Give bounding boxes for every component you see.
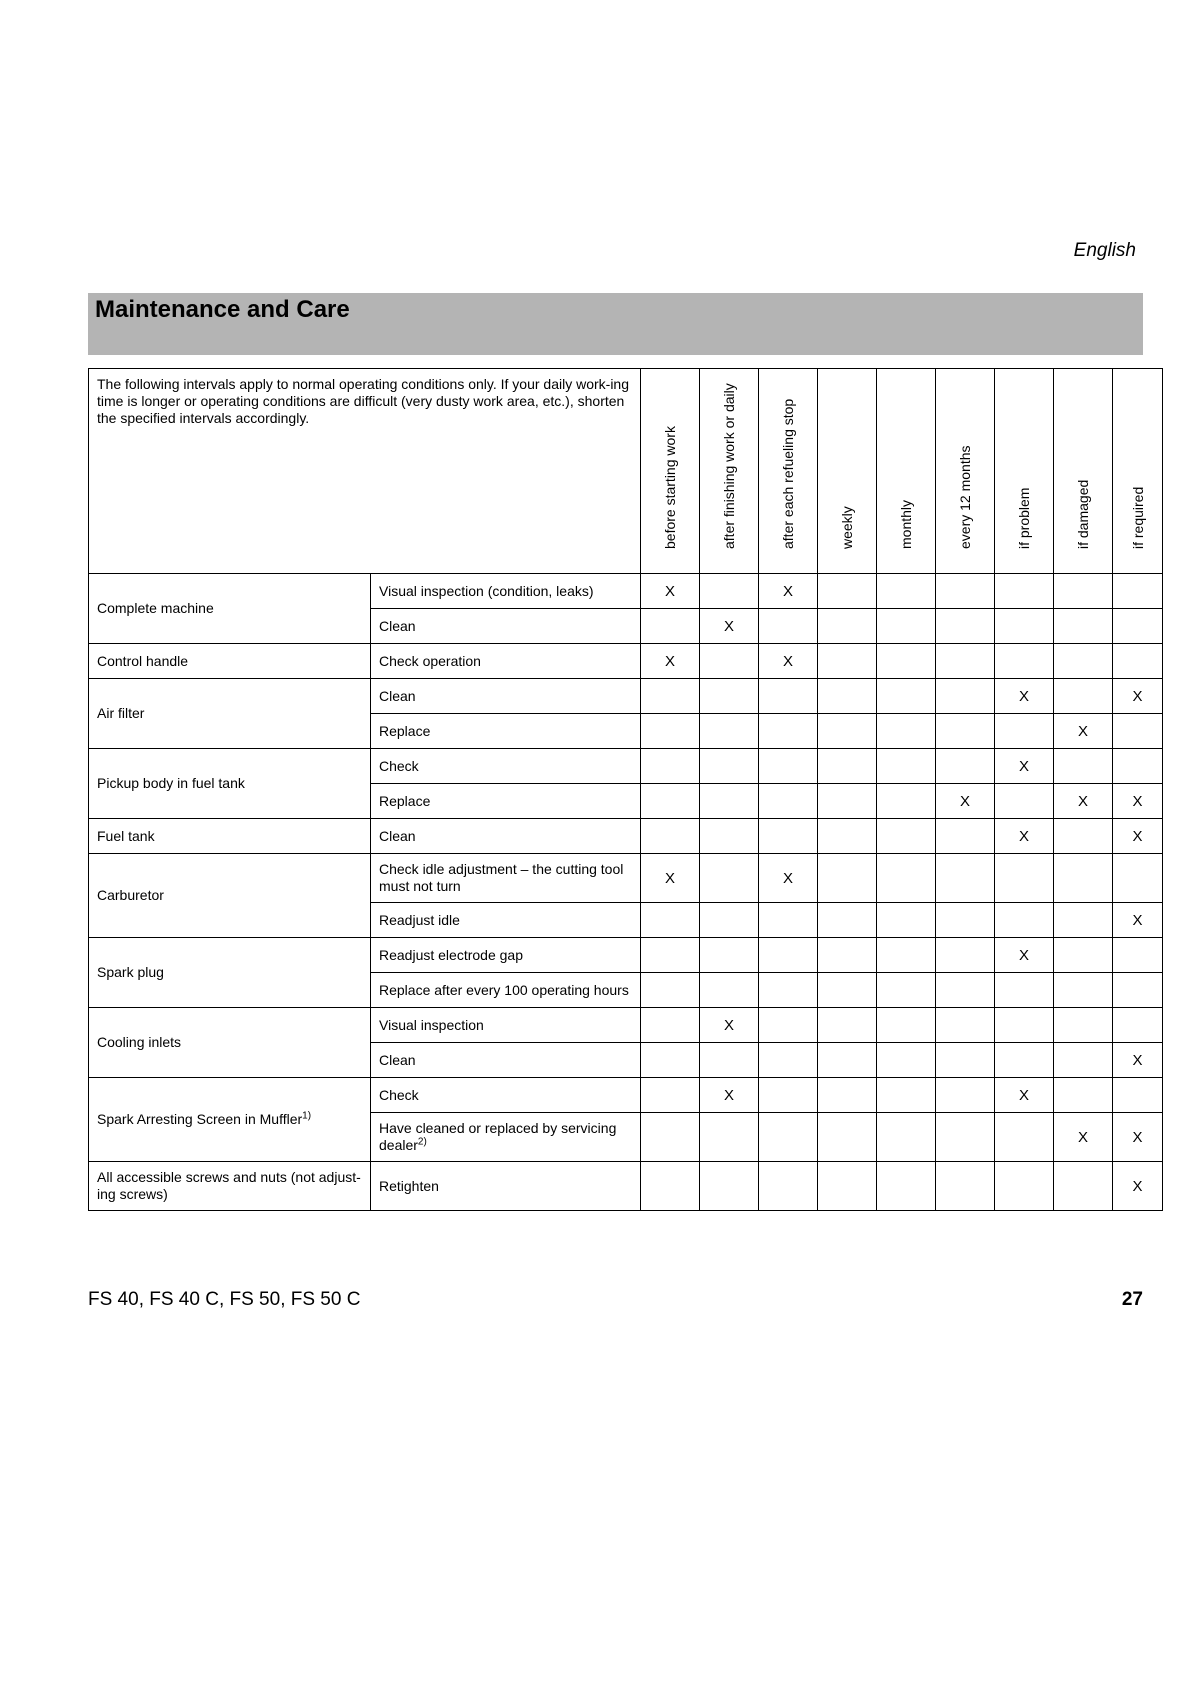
interval-label: after each refueling stop [780, 398, 797, 549]
table-row [89, 574, 1163, 609]
intro-text: The following intervals apply to normal operating conditions only. If your daily work-ing time is longer or operating conditions are difficult (very dusty work area, etc.), shorten the specified intervals accordingly. [89, 369, 641, 574]
interval-header [995, 369, 1054, 574]
action-text: Have cleaned or replaced by servicing dealer [379, 1120, 617, 1153]
action-cell [371, 609, 641, 644]
interval-header [700, 369, 759, 574]
interval-mark [995, 854, 1054, 903]
interval-mark [759, 609, 818, 644]
table-row [89, 644, 1163, 679]
interval-label: if damaged [1075, 479, 1092, 549]
action-cell [371, 1043, 641, 1078]
interval-mark [818, 1162, 877, 1211]
interval-mark [818, 714, 877, 749]
interval-mark [877, 644, 936, 679]
interval-mark [936, 714, 995, 749]
maintenance-schedule-table [88, 368, 1163, 1211]
component-name: Carburetor [97, 887, 164, 903]
interval-mark: X [641, 644, 700, 679]
interval-label: before starting work [662, 426, 679, 549]
language-label: English [1073, 240, 1136, 261]
interval-mark: X [995, 1078, 1054, 1113]
interval-mark [995, 714, 1054, 749]
interval-mark [759, 784, 818, 819]
action-text: Check idle adjustment – the cutting tool must not turn [379, 861, 624, 894]
interval-mark: X [1054, 1113, 1113, 1162]
interval-mark [641, 1162, 700, 1211]
interval-header [818, 369, 877, 574]
component-cell [89, 1162, 371, 1211]
interval-mark [641, 1008, 700, 1043]
interval-mark: X [995, 819, 1054, 854]
interval-mark [877, 714, 936, 749]
interval-mark: X [1113, 1162, 1163, 1211]
interval-mark [700, 903, 759, 938]
action-text: Visual inspection [379, 1016, 484, 1033]
action-text: Retighten [379, 1177, 439, 1194]
component-name: Air filter [97, 705, 145, 721]
interval-mark: X [1054, 784, 1113, 819]
interval-mark: X [641, 574, 700, 609]
component-name: Spark Arresting Screen in Muffler [97, 1111, 303, 1127]
interval-mark [700, 574, 759, 609]
interval-mark [877, 1078, 936, 1113]
interval-label: weekly [839, 506, 856, 549]
interval-mark [641, 819, 700, 854]
interval-mark [641, 1078, 700, 1113]
interval-mark [1113, 574, 1163, 609]
interval-mark [641, 784, 700, 819]
interval-header [1113, 369, 1163, 574]
interval-header [936, 369, 995, 574]
action-cell [371, 1162, 641, 1211]
interval-mark [700, 1162, 759, 1211]
interval-mark [936, 1162, 995, 1211]
component-name: All accessible screws and nuts (not adjust-ing screws) [97, 1169, 361, 1202]
interval-mark [995, 973, 1054, 1008]
component-cell [89, 574, 371, 644]
interval-mark [759, 903, 818, 938]
interval-mark [936, 973, 995, 1008]
component-cell [89, 1008, 371, 1078]
interval-mark [877, 679, 936, 714]
component-name: Pickup body in fuel tank [97, 775, 245, 791]
interval-mark: X [995, 749, 1054, 784]
interval-mark [641, 903, 700, 938]
component-cell [89, 679, 371, 749]
interval-mark [641, 973, 700, 1008]
interval-header [759, 369, 818, 574]
section-header-bar [88, 293, 1143, 355]
interval-mark [877, 938, 936, 973]
component-cell [89, 644, 371, 679]
action-text: Clean [379, 617, 416, 634]
interval-mark [700, 749, 759, 784]
interval-mark [936, 1078, 995, 1113]
interval-mark [995, 784, 1054, 819]
interval-mark [1054, 1162, 1113, 1211]
table-row [89, 854, 1163, 903]
action-cell [371, 973, 641, 1008]
action-cell [371, 1008, 641, 1043]
interval-mark [818, 644, 877, 679]
interval-header [641, 369, 700, 574]
interval-mark [995, 1162, 1054, 1211]
component-name: Spark plug [97, 964, 164, 980]
table-row [89, 1078, 1163, 1113]
interval-mark: X [1113, 784, 1163, 819]
component-name: Complete machine [97, 600, 214, 616]
interval-mark [818, 1078, 877, 1113]
interval-mark [818, 854, 877, 903]
interval-mark [759, 1008, 818, 1043]
interval-mark [877, 1162, 936, 1211]
interval-mark [1054, 574, 1113, 609]
table-row [89, 1008, 1163, 1043]
component-cell [89, 819, 371, 854]
action-text: Clean [379, 827, 416, 844]
interval-label: after finishing work or daily [721, 383, 738, 549]
interval-mark: X [641, 854, 700, 903]
interval-mark [877, 574, 936, 609]
interval-mark [818, 749, 877, 784]
action-cell [371, 714, 641, 749]
interval-mark [936, 854, 995, 903]
action-text: Check [379, 1086, 419, 1103]
component-name: Control handle [97, 652, 189, 669]
interval-mark [995, 903, 1054, 938]
table-header-row [89, 369, 1163, 574]
interval-mark [995, 609, 1054, 644]
interval-mark [1054, 1043, 1113, 1078]
interval-mark [641, 1113, 700, 1162]
interval-mark [1054, 679, 1113, 714]
interval-mark [877, 903, 936, 938]
component-name: Fuel tank [97, 827, 155, 844]
interval-mark [936, 609, 995, 644]
action-cell [371, 1113, 641, 1162]
interval-mark [759, 973, 818, 1008]
interval-label: monthly [898, 499, 915, 549]
interval-mark [759, 819, 818, 854]
footnote-ref: 2) [417, 1136, 427, 1148]
interval-mark [759, 1162, 818, 1211]
interval-mark: X [1113, 1043, 1163, 1078]
interval-mark [995, 644, 1054, 679]
action-text: Check [379, 757, 419, 774]
action-cell [371, 819, 641, 854]
interval-mark [1113, 714, 1163, 749]
interval-mark [877, 1008, 936, 1043]
interval-mark: X [759, 574, 818, 609]
interval-mark [818, 679, 877, 714]
interval-mark [759, 749, 818, 784]
interval-mark [877, 819, 936, 854]
interval-mark: X [700, 1008, 759, 1043]
interval-mark: X [1113, 679, 1163, 714]
interval-mark [818, 1008, 877, 1043]
interval-mark [700, 819, 759, 854]
action-cell [371, 574, 641, 609]
interval-mark [877, 609, 936, 644]
action-text: Readjust electrode gap [379, 946, 523, 963]
action-cell [371, 938, 641, 973]
interval-mark [700, 784, 759, 819]
interval-mark: X [700, 609, 759, 644]
interval-mark [641, 1043, 700, 1078]
interval-mark [818, 1043, 877, 1078]
interval-mark: X [995, 679, 1054, 714]
interval-mark [936, 938, 995, 973]
interval-mark [641, 714, 700, 749]
interval-mark: X [1054, 714, 1113, 749]
interval-mark [818, 1113, 877, 1162]
interval-mark [641, 679, 700, 714]
interval-mark [759, 1078, 818, 1113]
table-row [89, 819, 1163, 854]
section-title: Maintenance and Care [95, 296, 350, 323]
interval-mark [818, 574, 877, 609]
action-cell [371, 784, 641, 819]
interval-mark [995, 1113, 1054, 1162]
interval-mark [700, 973, 759, 1008]
interval-mark [818, 784, 877, 819]
action-text: Clean [379, 687, 416, 704]
interval-mark [1113, 609, 1163, 644]
interval-mark [877, 784, 936, 819]
interval-mark [877, 973, 936, 1008]
table-row [89, 1162, 1163, 1211]
component-name: Cooling inlets [97, 1034, 182, 1050]
interval-mark [641, 938, 700, 973]
page-number: 27 [1121, 1289, 1143, 1310]
table-row [89, 679, 1163, 714]
table-row [89, 938, 1163, 973]
interval-mark [700, 679, 759, 714]
interval-mark [1113, 1008, 1163, 1043]
interval-mark [936, 749, 995, 784]
action-text: Visual inspection (condition, leaks) [379, 582, 594, 599]
interval-mark [936, 1113, 995, 1162]
table-row [89, 749, 1163, 784]
interval-header [1054, 369, 1113, 574]
interval-mark [700, 854, 759, 903]
interval-mark [877, 854, 936, 903]
component-cell [89, 938, 371, 1008]
interval-mark [936, 644, 995, 679]
interval-mark [936, 819, 995, 854]
action-cell [371, 749, 641, 784]
action-cell [371, 679, 641, 714]
interval-mark [759, 1043, 818, 1078]
interval-mark [995, 1008, 1054, 1043]
interval-mark [700, 938, 759, 973]
interval-label: if required [1129, 486, 1146, 549]
interval-mark [759, 679, 818, 714]
action-cell [371, 854, 641, 903]
interval-mark [1054, 1078, 1113, 1113]
action-text: Replace after every 100 operating hours [379, 981, 629, 998]
interval-mark [700, 1113, 759, 1162]
interval-mark [936, 1008, 995, 1043]
interval-mark: X [759, 644, 818, 679]
interval-mark [995, 1043, 1054, 1078]
interval-mark [1054, 749, 1113, 784]
interval-mark [1054, 903, 1113, 938]
interval-mark [1113, 1078, 1163, 1113]
interval-mark [1113, 749, 1163, 784]
interval-mark [877, 749, 936, 784]
interval-mark: X [1113, 1113, 1163, 1162]
interval-mark [818, 973, 877, 1008]
interval-mark [936, 574, 995, 609]
interval-mark [877, 1043, 936, 1078]
interval-mark [1113, 973, 1163, 1008]
interval-mark [995, 574, 1054, 609]
action-cell [371, 903, 641, 938]
interval-mark: X [1113, 903, 1163, 938]
interval-mark: X [995, 938, 1054, 973]
interval-mark [936, 903, 995, 938]
interval-mark: X [700, 1078, 759, 1113]
action-text: Check operation [379, 652, 481, 669]
action-cell [371, 644, 641, 679]
interval-label: if problem [1016, 487, 1033, 549]
interval-mark [877, 1113, 936, 1162]
interval-mark [759, 1113, 818, 1162]
action-text: Readjust idle [379, 911, 460, 928]
interval-mark [936, 679, 995, 714]
interval-mark [1054, 854, 1113, 903]
interval-mark [641, 609, 700, 644]
interval-mark [700, 644, 759, 679]
component-cell [89, 1078, 371, 1162]
action-text: Clean [379, 1051, 416, 1068]
interval-label: every 12 months [957, 445, 974, 549]
interval-mark [759, 938, 818, 973]
interval-mark [1054, 1008, 1113, 1043]
interval-mark [936, 1043, 995, 1078]
component-cell [89, 854, 371, 938]
interval-mark [818, 609, 877, 644]
interval-mark [1054, 973, 1113, 1008]
interval-mark: X [759, 854, 818, 903]
interval-mark [1054, 609, 1113, 644]
interval-mark [700, 1043, 759, 1078]
interval-mark [818, 903, 877, 938]
action-text: Replace [379, 792, 431, 809]
interval-mark [1113, 854, 1163, 903]
component-cell [89, 749, 371, 819]
interval-mark: X [936, 784, 995, 819]
action-text: Replace [379, 722, 431, 739]
model-list: FS 40, FS 40 C, FS 50, FS 50 C [88, 1289, 361, 1310]
interval-mark [1054, 644, 1113, 679]
interval-mark [1054, 819, 1113, 854]
interval-mark [818, 819, 877, 854]
interval-header [877, 369, 936, 574]
footnote-ref: 1) [302, 1110, 312, 1122]
interval-mark [1054, 938, 1113, 973]
interval-mark [1113, 938, 1163, 973]
interval-mark [700, 714, 759, 749]
interval-mark [759, 714, 818, 749]
interval-mark [641, 749, 700, 784]
interval-mark [818, 938, 877, 973]
interval-mark [1113, 644, 1163, 679]
action-cell [371, 1078, 641, 1113]
interval-mark: X [1113, 819, 1163, 854]
